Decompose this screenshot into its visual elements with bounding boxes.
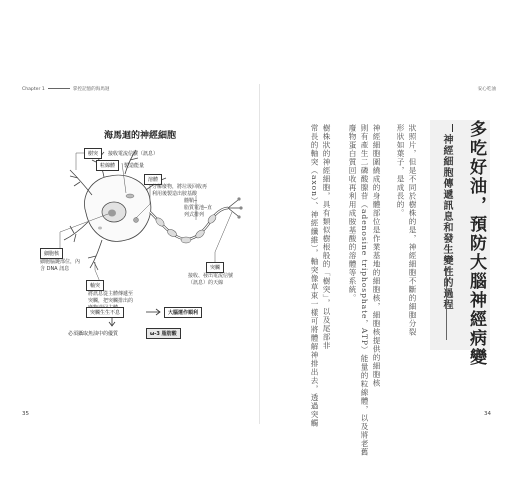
nucleus-desc-line-1: 細胞腦鏈部位，內 — [40, 259, 81, 265]
chapter-label: Chapter 1 — [22, 87, 45, 92]
myelin-desc — [184, 198, 212, 219]
nucleus-desc-line-2: 含 DNA 訊息 — [40, 266, 70, 272]
lysosome-desc-line-1: 分解廢物，將垃圾回收再 — [152, 184, 208, 190]
myelin-desc-line-1: 髓鞘─ — [184, 198, 198, 204]
myelin-desc-line-2: 脂質電池─直 — [184, 205, 213, 211]
page-number-left: 35 — [22, 411, 29, 417]
synapse-desc-line-2: （訊息）的天線 — [188, 280, 224, 286]
mitochondria-label: 粒線體 — [96, 160, 119, 171]
synapse-desc-line-1: 接收、發出電流信號 — [188, 273, 234, 279]
axon-desc-line-2: 突觸，把突觸排出的 — [88, 298, 134, 304]
body-column-4: 則有產生二磷酸腺苷（adenosine triphosphate，ATP）能量的粒線體，以及將老舊 — [360, 124, 369, 457]
synapse-label: 突觸 — [206, 262, 224, 273]
lysosome-label: 溶體 — [144, 174, 162, 185]
axon-terminals — [228, 200, 240, 216]
body-column-5: 廢物蛋白質回收再利用成胺基酸的溶體等系統。 — [348, 124, 357, 303]
article-subtitle: 神經細胞傳遞訊息和發生變性的過程 — [441, 134, 452, 310]
nucleus-desc — [40, 259, 80, 273]
lysosome — [134, 218, 139, 223]
vesicle — [98, 227, 102, 230]
body-column-6: 樹株狀的神經細胞，具有類似樹根般的「樹突」，以及尾部非 — [322, 124, 331, 350]
figure-title: 海馬迴的神經細胞 — [103, 131, 176, 141]
omega3-badge: ω-3 脂肪酸 — [146, 328, 181, 339]
nucleus-label: 細胞核 — [40, 248, 63, 259]
page-number-right: 34 — [484, 411, 491, 417]
book-title: 掌控記憶的海馬迴 — [72, 87, 110, 92]
article-title: 多吃好油，預防大腦神經病變 — [466, 120, 486, 367]
flow-right-box: 大腦運作順利 — [164, 307, 202, 318]
body-column-7: 常長的軸突（axon）、神經纖維），軸突像草束一樣可將體解神排出去，透過突觸 — [310, 124, 319, 428]
myelin-desc-line-3: 列式排列 — [184, 212, 205, 218]
title-rule — [452, 124, 453, 132]
lysosome-desc — [152, 184, 207, 198]
mitochondrion — [126, 194, 134, 198]
flow-left-box: 突觸生生不息 — [86, 307, 124, 318]
axon-label: 軸突 — [86, 280, 104, 291]
subtitle-rule — [446, 270, 447, 340]
lysosome-desc-line-2: 利用後製造出胺基酸 — [152, 191, 198, 197]
body-column-2: 形狀如葉子，是成長的。 — [396, 124, 405, 218]
dendrite-label: 樹突 — [84, 148, 102, 159]
body-column-3: 神經細胞圍繞成的身體部位是作業基地的細胞核，細胞核提供的細胞核 — [372, 124, 381, 388]
synapse-desc — [188, 273, 233, 287]
mitochondria-desc: 製造能量 — [124, 163, 145, 169]
running-header-right: 安心吃油 — [477, 87, 496, 92]
flow-bottom-text: 必須攝取魚油中的優質 — [68, 331, 119, 337]
dendrite-desc: 接收電流信號（訊息） — [108, 151, 159, 157]
nucleolus — [108, 210, 116, 217]
axon-desc-line-1: 將訊息從主體傳遞至 — [88, 291, 134, 297]
body-column-1: 狀照片，但是不同於樹株的是，神經細胞不斷的細胞分裂 — [408, 124, 417, 337]
